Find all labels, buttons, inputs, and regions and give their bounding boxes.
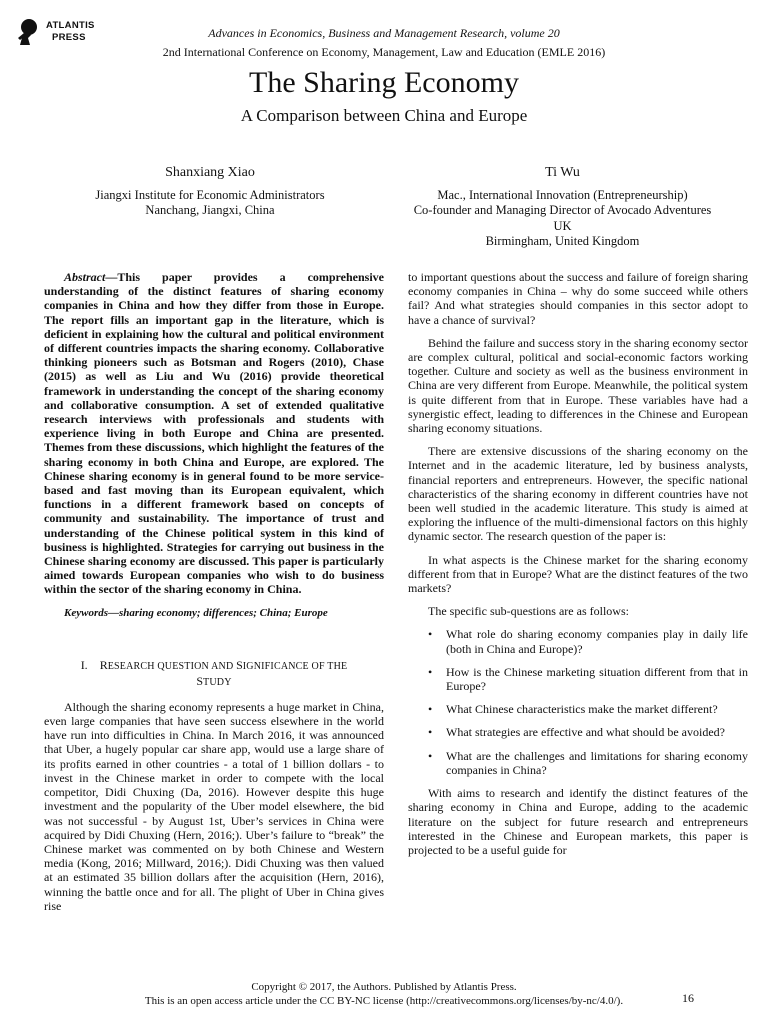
body-paragraph: Behind the failure and success story in the sharing economy sector are complex cultural, political and social-economic factors working together. Culture and society as well as the business environment in China are very different from Europe. Meanwhile, the political system is quite different from that in Europe. These variables have had a synergistic effect, leading to differences in the Chinese and European sharing economy situations. bbox=[408, 335, 748, 436]
list-item-text: What role do sharing economy companies play in daily life (both in China and Europe)? bbox=[446, 627, 748, 656]
list-item bbox=[408, 702, 748, 716]
subquestion-list bbox=[408, 627, 748, 777]
section-heading-cap: R bbox=[99, 657, 108, 672]
license-notice: This is an open access article under the CC BY-NC license (http://creativecommons.org/licenses/by-nc/4.0/). bbox=[144, 995, 624, 1007]
author-role: Co-founder and Managing Director of Avocado Adventures bbox=[413, 203, 712, 217]
abstract-text: —This paper provides a comprehensive understanding of the distinct features of sharing economy companies in China and how they differ from those in Europe. The report fills an important gap in the literature, which is deficient in explaining how the cultural and political environment of different countries impacts the sharing economy. Collaborative thinking pioneers such as Botsman and Rogers (2010), Chase (2015) as well as Liu and Wu (2016) provide theoretical framework in understanding the concept of the sharing economy and collaborative consumption. A set of extended qualitative research interviews with professionals and students with experience living in both Europe and China are presented. Themes from these discussions, which highlight the features of the sharing economy in both China and Europe, are explored. The Chinese sharing economy is in general found to be more service-based and fast moving than its European equivalent, which functions in a different framework based on concepts of community and sustainability. The importance of trust and understanding of the Chinese political system in this kind of business is highlighted. Strategies for carrying out business in the Chinese sharing economy are discussed. This paper is particularly aimed towards European companies who wish to do business within the sector of the sharing economy in China. bbox=[44, 270, 384, 597]
bullet-icon: • bbox=[428, 702, 433, 717]
list-item-text: What are the challenges and limitations for sharing economy companies in China? bbox=[446, 748, 748, 777]
author-block-2 bbox=[390, 165, 735, 250]
series-header: Advances in Economics, Business and Management Research, volume 20 bbox=[208, 26, 560, 40]
bullet-icon: • bbox=[428, 664, 433, 679]
author-name: Shanxiang Xiao bbox=[165, 165, 255, 180]
publisher-name-line1: ATLANTIS bbox=[46, 20, 95, 31]
bullet-icon: • bbox=[428, 748, 433, 763]
author-location: Birmingham, United Kingdom bbox=[485, 234, 640, 248]
list-item bbox=[408, 725, 748, 739]
author-affiliation: Mac., International Innovation (Entrepreneurship) bbox=[437, 187, 688, 202]
abstract bbox=[44, 270, 384, 597]
copyright-notice: Copyright © 2017, the Authors. Published by Atlantis Press. bbox=[251, 981, 517, 993]
section-numeral: I. bbox=[80, 657, 88, 672]
section-heading bbox=[44, 658, 384, 690]
bullet-icon: • bbox=[428, 627, 433, 642]
section-heading-cap: S bbox=[236, 657, 243, 672]
paper-title: The Sharing Economy bbox=[249, 66, 519, 99]
author-location: Nanchang, Jiangxi, China bbox=[145, 203, 275, 217]
page-number: 16 bbox=[682, 991, 694, 1005]
body-paragraph: Although the sharing economy represents a huge market in China, even large companies that have seen success elsewhere in the world have run into difficulties in China. In March 2016, it was announced that Uber, a hugely popular car share app, would use a large share of its profits earned in other countries - a total of 1 billion dollars - to invest in the Chinese market in order to compete with the local competitor, Didi Chuxing (Da, 2016). However despite this huge investment and the popularity of the Uber model elsewhere, the bid was not successful - by August 1st, Uber’s services in China were acquired by Didi Chuxing (Hern, 2016;). Uber’s failure to “break” the Chinese market was commented on by both Chinese and Western media (Kong, 2016; Millward, 2016;). Didi Chuxing was then valued at an estimated 35 billion dollars after the acquisition (Hern, 2016), winning the battle once and for all. The plight of Uber in China gives rise bbox=[44, 699, 384, 913]
right-column bbox=[408, 270, 748, 866]
research-question: In what aspects is the Chinese market for the sharing economy different from that in Europe? What are the distinct features of the two markets? bbox=[408, 552, 748, 596]
bullet-icon: • bbox=[428, 725, 433, 740]
body-paragraph: to important questions about the success and failure of foreign sharing economy companies in China – why do some succeed while others fail? And what strategies should companies in this sector adopt to have a chance of survival? bbox=[408, 270, 748, 327]
section-heading-text: IGNIFICANCE OF THE bbox=[242, 660, 348, 672]
body-paragraph: There are extensive discussions of the sharing economy on the Internet and in the academic literature, led by business analysts, financial reporters and entrepreneurs. However, the specific national characteristics of the sharing economy in different countries have not been well studied in the academic literature. This study is aimed at exploring the influence of the multi-dimensional factors on this highly dynamic sector. The research question of the paper is: bbox=[408, 444, 748, 544]
author-block-1 bbox=[40, 165, 380, 219]
publisher-name-line2: PRESS bbox=[52, 32, 86, 43]
page-footer bbox=[0, 980, 768, 1008]
list-item-text: What strategies are effective and what should be avoided? bbox=[446, 725, 725, 740]
author-affiliation: Jiangxi Institute for Economic Administrators bbox=[95, 187, 325, 202]
list-item bbox=[408, 665, 748, 693]
list-item-text: How is the Chinese marketing situation different from that in Europe? bbox=[446, 664, 748, 694]
list-item-text: What Chinese characteristics make the market different? bbox=[446, 702, 718, 717]
author-country: UK bbox=[553, 218, 572, 233]
abstract-lead: Abstract bbox=[64, 270, 106, 284]
keywords: Keywords—sharing economy; differences; China; Europe bbox=[64, 606, 328, 619]
subquestions-intro: The specific sub-questions are as follows: bbox=[428, 604, 629, 619]
section-heading-text: ESEARCH QUESTION AND bbox=[107, 660, 237, 672]
section-heading-text: TUDY bbox=[203, 676, 232, 688]
section-heading-cap: S bbox=[196, 673, 204, 688]
author-name: Ti Wu bbox=[545, 165, 580, 180]
list-item bbox=[408, 749, 748, 777]
left-column bbox=[44, 270, 384, 922]
list-item bbox=[408, 627, 748, 655]
paper-subtitle: A Comparison between China and Europe bbox=[240, 106, 528, 125]
body-paragraph: With aims to research and identify the distinct features of the sharing economy in China and Europe, adding to the academic literature on the subject for future research and entrepreneurs interested in the Chinese and European markets, this paper is projected to be a useful guide for bbox=[408, 786, 748, 857]
conference-header: 2nd International Conference on Economy, Management, Law and Education (EMLE 2016) bbox=[162, 45, 606, 59]
